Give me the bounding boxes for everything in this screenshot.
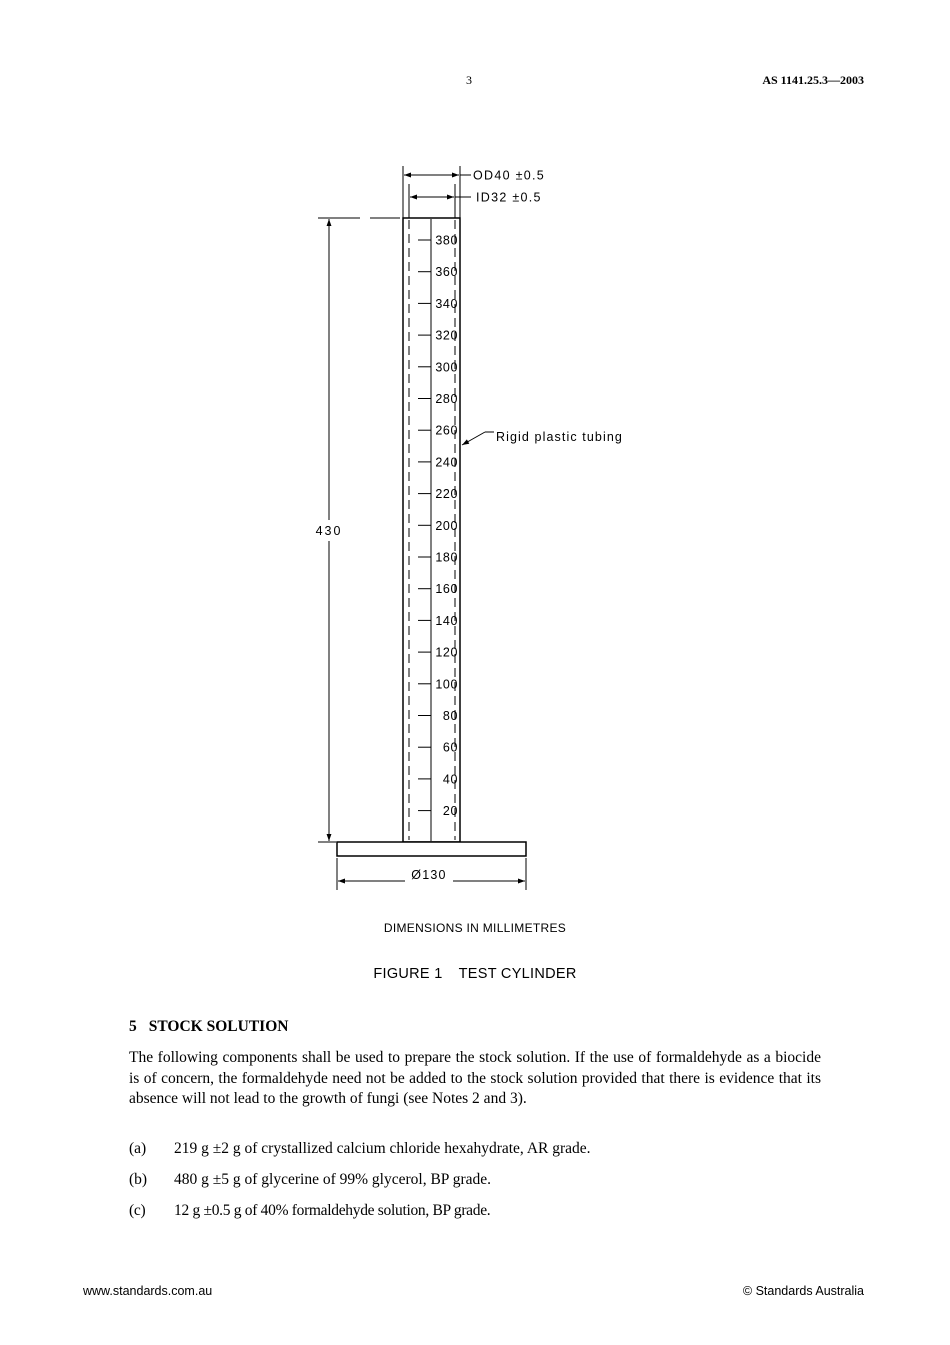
scale-tick-label: 320 [435,328,458,343]
figure-number: FIGURE 1 [373,966,443,982]
list-item-text: 480 g ±5 g of glycerine of 99% glycerol, BP grade. [174,1171,491,1188]
scale-tick-label: 280 [435,392,458,406]
callout-leader [462,432,494,445]
callout-label: Rigid plastic tubing [496,430,623,444]
test-cylinder-figure [300,160,660,890]
scale-tick-label: 20 [442,804,458,819]
scale-tick-label: 200 [435,518,458,533]
scale-tick-label: 120 [435,645,458,660]
scale-tick-label: 40 [442,772,458,787]
list-item [129,1140,591,1158]
scale-tick-label: 220 [435,487,458,502]
dimensions-note: DIMENSIONS IN MILLIMETRES [383,921,567,935]
scale-tick-label: 60 [442,740,458,755]
scale-tick-label: 380 [435,233,458,248]
list-item-text: 12 g ±0.5 g of 40% formaldehyde solution, BP grade. [174,1202,491,1219]
section-paragraph: The following components shall be used to prepare the stock solution. If the use of formaldehyde as a biocide is of concern, the formaldehyde need not be added to the stock solution provided that there is evidence that its absence will not lead to the growth of fungi (see Notes 2 and 3). [129,1049,821,1107]
id-label: ID32 ±0.5 [476,190,542,205]
footer-copyright: © Standards Australia [742,1284,864,1298]
scale-tick-label: 100 [435,677,458,692]
base-label: Ø130 [411,868,447,882]
list-item-label: (c) [129,1202,146,1219]
scale-tick-label: 180 [435,550,458,565]
footer-website-link[interactable]: www.standards.com.au [83,1284,213,1298]
page-number: 3 [466,73,472,87]
volume-scale [418,234,458,819]
list-item-label: (a) [129,1140,147,1157]
scale-tick-label: 240 [435,455,458,470]
scale-tick-label: 140 [435,613,458,628]
section-number: 5 [129,1018,137,1035]
scale-tick-label: 160 [435,582,458,597]
list-item [129,1202,490,1220]
scale-tick-label: 340 [435,296,458,311]
section-title: STOCK SOLUTION [148,1018,289,1035]
list-item-label: (b) [129,1171,148,1188]
scale-tick-label: 300 [435,360,458,375]
standard-id: AS 1141.25.3—2003 [762,73,864,87]
id-dimension [409,184,471,218]
list-item-text: 219 g ±2 g of crystallized calcium chloride hexahydrate, AR grade. [174,1140,591,1157]
figure-title: TEST CYLINDER [458,966,577,982]
figure-caption [0,966,950,982]
scale-tick-label: 260 [435,423,458,438]
height-label: 430 [315,524,343,538]
od-label: OD40 ±0.5 [473,168,546,183]
scale-tick-label: 360 [435,265,458,280]
list-item [129,1171,491,1189]
cylinder-base [337,842,526,856]
od-dimension [403,166,471,218]
section-heading [129,1018,288,1036]
scale-tick-label: 80 [442,709,458,723]
